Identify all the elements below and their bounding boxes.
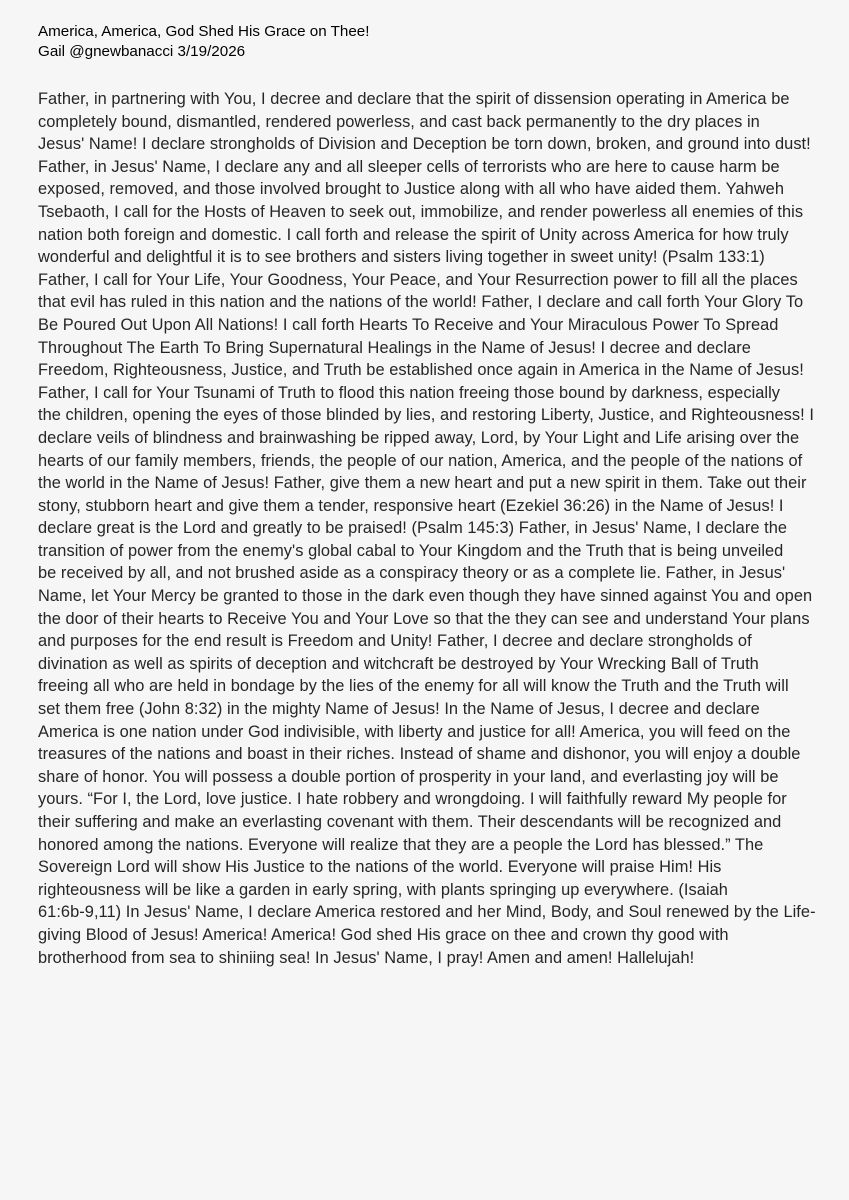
body-line: Name, let Your Mercy be granted to those in the dark even though they have sinned against You and open bbox=[38, 587, 813, 606]
body-line: giving Blood of Jesus! America! America! God shed His grace on thee and crown thy good with bbox=[38, 925, 729, 944]
body-line: transition of power from the enemy's global cabal to Your Kingdom and the Truth that is being unveiled bbox=[38, 541, 784, 560]
body-line: exposed, removed, and those involved brought to Justice along with all who have aided them. Yahweh bbox=[38, 180, 784, 199]
body-line: share of honor. You will possess a double portion of prosperity in your land, and everlasting joy will be bbox=[38, 767, 779, 786]
body-line: declare veils of blindness and brainwashing be ripped away, Lord, by Your Light and Life arising over the bbox=[38, 428, 800, 447]
body-line: Father, I call for Your Tsunami of Truth to flood this nation freeing those bound by darkness, especially bbox=[38, 383, 781, 402]
body-line: America is one nation under God indivisible, with liberty and justice for all! America, you will feed on the bbox=[38, 722, 791, 741]
body-line: brotherhood from sea to shiniing sea! In Jesus' Name, I pray! Amen and amen! Hallelujah! bbox=[38, 948, 695, 967]
body-line: Throughout The Earth To Bring Supernatural Healings in the Name of Jesus! I decree and declare bbox=[38, 338, 751, 357]
body-line: honored among the nations. Everyone will realize that they are a people the Lord has blessed.” The bbox=[38, 835, 764, 854]
body-line: the children, opening the eyes of those blinded by lies, and restoring Liberty, Justice, and Righteousness! I bbox=[38, 406, 814, 425]
body-line: their suffering and make an everlasting covenant with them. Their descendants will be recognized and bbox=[38, 813, 782, 831]
body-line: and purposes for the end result is Freedom and Unity! Father, I decree and declare strongholds of bbox=[38, 632, 752, 651]
body-line: Sovereign Lord will show His Justice to the nations of the world. Everyone will praise Him! His bbox=[38, 858, 722, 877]
body-line: the door of their hearts to Receive You and Your Love so that the they can see and understand Your plans bbox=[38, 609, 810, 628]
body-line: completely bound, dismantled, rendered powerless, and cast back permanently to the dry places in bbox=[38, 112, 760, 131]
body-line: declare great is the Lord and greatly to be praised! (Psalm 145:3) Father, in Jesus' Name, I declare the bbox=[38, 519, 788, 538]
body-line: the world in the Name of Jesus! Father, give them a new heart and put a new spirit in them. Take out their bbox=[38, 474, 807, 493]
document-title: America, America, God Shed His Grace on Thee! bbox=[38, 23, 370, 40]
body-line: be received by all, and not brushed aside as a conspiracy theory or as a complete lie. Father, in Jesus' bbox=[38, 564, 786, 583]
body-line: Freedom, Righteousness, Justice, and Truth be established once again in America in the Name of Jesus! bbox=[38, 361, 804, 380]
body-line: Father, I call for Your Life, Your Goodness, Your Peace, and Your Resurrection power to fill all the places bbox=[38, 270, 798, 289]
body-line: Jesus' Name! I declare strongholds of Division and Deception be torn down, broken, and ground into dust! bbox=[38, 135, 811, 154]
author-byline: Gail @gnewbanacci 3/19/2026 bbox=[38, 43, 246, 60]
body-line: hearts of our family members, friends, the people of our nation, America, and the people of the nations of bbox=[38, 451, 803, 470]
body-line: yours. “For I, the Lord, love justice. I hate robbery and wrongdoing. I will faithfully reward My people for bbox=[38, 790, 787, 809]
body-line: divination as well as spirits of deception and witchcraft be destroyed by Your Wrecking Ball of Truth bbox=[38, 654, 759, 673]
body-line: Father, in partnering with You, I decree and declare that the spirit of dissension operating in America be bbox=[38, 90, 790, 108]
body-line: stony, stubborn heart and give them a tender, responsive heart (Ezekiel 36:26) in the Name of Jesus! I bbox=[38, 496, 784, 515]
body-line: Father, in Jesus' Name, I declare any and all sleeper cells of terrorists who are here to cause harm be bbox=[38, 157, 780, 176]
prayer-body-text bbox=[38, 88, 833, 969]
body-line: righteousness will be like a garden in early spring, with plants springing up everywhere. (Isaiah bbox=[38, 880, 728, 899]
body-line: Tsebaoth, I call for the Hosts of Heaven to seek out, immobilize, and render powerless all enemies of this bbox=[38, 202, 804, 221]
body-line: wonderful and delightful it is to see brothers and sisters living together in sweet unity! (Psalm 133:1) bbox=[38, 248, 765, 267]
body-line: Be Poured Out Upon All Nations! I call forth Hearts To Receive and Your Miraculous Power To Spread bbox=[38, 315, 779, 334]
body-line: set them free (John 8:32) in the mighty Name of Jesus! In the Name of Jesus, I decree and declare bbox=[38, 700, 760, 719]
body-line: nation both foreign and domestic. I call forth and release the spirit of Unity across America for how truly bbox=[38, 225, 789, 244]
body-line: freeing all who are held in bondage by the lies of the enemy for all will know the Truth and the Truth will bbox=[38, 677, 789, 696]
body-line: 61:6b-9,11) In Jesus' Name, I declare America restored and her Mind, Body, and Soul renewed by the Life- bbox=[38, 903, 816, 922]
body-line: treasures of the nations and boast in their riches. Instead of shame and dishonor, you will enjoy a double bbox=[38, 745, 801, 764]
body-line: that evil has ruled in this nation and the nations of the world! Father, I declare and call forth Your Glory To bbox=[38, 293, 804, 312]
